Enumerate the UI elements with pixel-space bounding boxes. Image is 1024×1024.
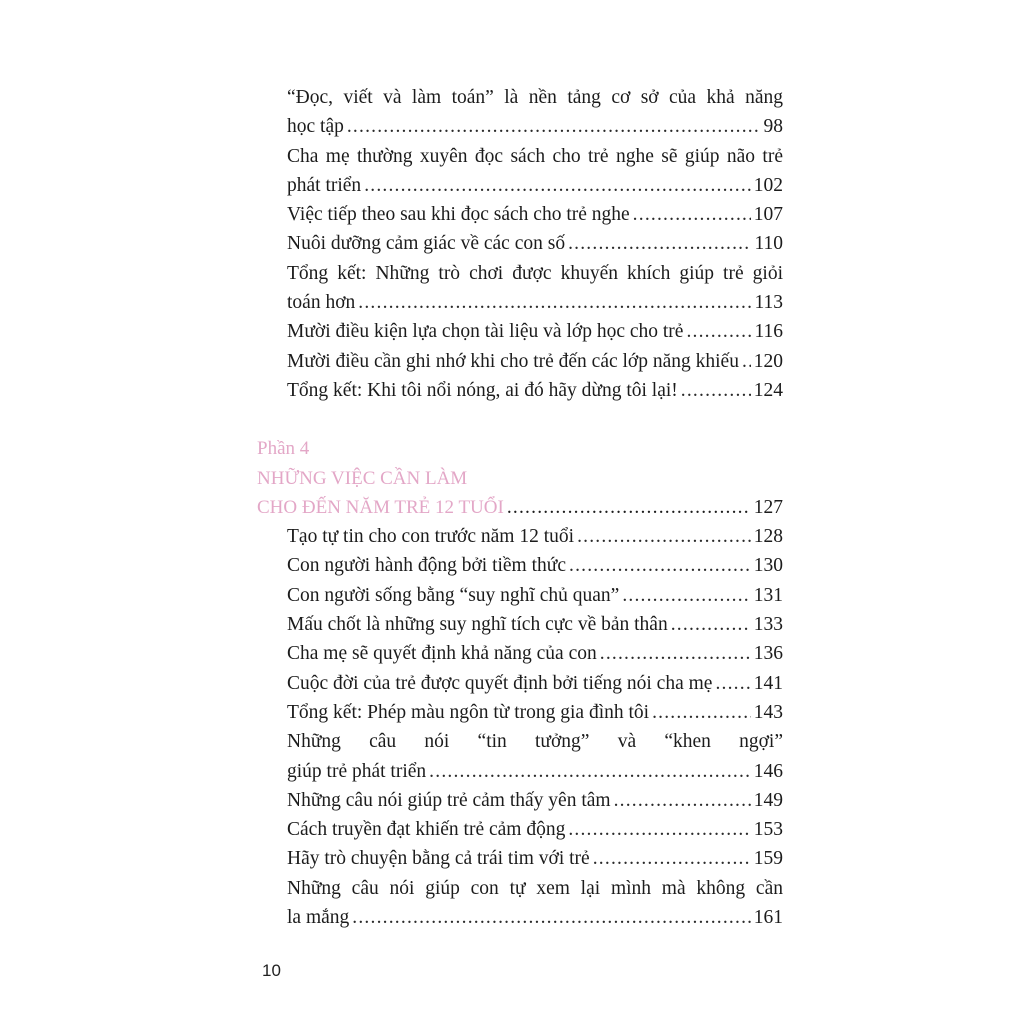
toc-entry[interactable] bbox=[287, 815, 783, 844]
toc-entry-title: học tập bbox=[287, 116, 344, 138]
dot-leader bbox=[681, 376, 751, 405]
dot-leader bbox=[622, 581, 750, 610]
toc-entry-title: Cuộc đời của trẻ được quyết định bởi tiếng nói cha mẹ bbox=[287, 672, 713, 694]
toc-entry[interactable] bbox=[287, 610, 783, 639]
dot-leader bbox=[652, 698, 751, 727]
toc-entry[interactable] bbox=[287, 874, 783, 933]
toc-entry-title: Con người sống bằng “suy nghĩ chủ quan” bbox=[287, 584, 620, 606]
toc-entry-line: Cha mẹ thường xuyên đọc sách cho trẻ nghe sẽ giúp não trẻ bbox=[287, 145, 783, 167]
toc-entry-line: Những câu nói giúp con tự xem lại mình mà không cần bbox=[287, 877, 783, 899]
dot-leader bbox=[429, 757, 751, 786]
part-heading bbox=[257, 434, 783, 522]
toc-entry-title: Cha mẹ sẽ quyết định khả năng của con bbox=[287, 643, 597, 665]
toc-entry-last-line bbox=[287, 200, 783, 229]
dot-leader bbox=[577, 522, 751, 551]
toc-entry-title: phát triển bbox=[287, 174, 362, 196]
toc-entry[interactable] bbox=[287, 786, 783, 815]
toc-entry[interactable] bbox=[287, 347, 783, 376]
toc-entry[interactable] bbox=[287, 581, 783, 610]
dot-leader bbox=[715, 669, 750, 698]
toc-entry-last-line bbox=[287, 786, 783, 815]
toc-page-number: 130 bbox=[753, 555, 783, 577]
dot-leader bbox=[358, 288, 751, 317]
toc-entry-last-line bbox=[287, 551, 783, 580]
toc-entry-last-line bbox=[287, 522, 783, 551]
part-title-line-2-text: CHO ĐẾN NĂM TRẺ 12 TUỔI bbox=[257, 496, 504, 518]
toc-entry[interactable] bbox=[287, 376, 783, 405]
toc-entry-last-line bbox=[287, 669, 783, 698]
toc-page-number: 113 bbox=[754, 292, 783, 314]
toc-entry-title: Nuôi dưỡng cảm giác về các con số bbox=[287, 233, 566, 255]
dot-leader bbox=[593, 844, 751, 873]
toc-entry-title: Cách truyền đạt khiến trẻ cảm động bbox=[287, 819, 566, 841]
toc-entry-title: Tổng kết: Khi tôi nổi nóng, ai đó hãy dừng tôi lại! bbox=[287, 379, 678, 401]
toc-entry-last-line bbox=[287, 757, 783, 786]
toc-entry[interactable] bbox=[287, 259, 783, 318]
toc-entry-last-line bbox=[287, 815, 783, 844]
toc-entry-title: Việc tiếp theo sau khi đọc sách cho trẻ nghe bbox=[287, 204, 630, 226]
toc-entry-last-line bbox=[287, 698, 783, 727]
dot-leader bbox=[507, 493, 751, 522]
toc-entry-last-line bbox=[287, 347, 783, 376]
toc-page-number: 124 bbox=[753, 379, 783, 401]
toc-group-part4 bbox=[287, 522, 783, 932]
part-title-line-2 bbox=[257, 493, 783, 522]
toc-entry-line: Tổng kết: Những trò chơi được khuyến khích giúp trẻ giỏi bbox=[287, 262, 783, 284]
toc-entry[interactable] bbox=[287, 844, 783, 873]
dot-leader bbox=[614, 786, 751, 815]
part-title-line-1: NHỮNG VIỆC CẦN LÀM bbox=[257, 467, 468, 489]
toc-entry[interactable] bbox=[287, 727, 783, 786]
toc-entry-title: Những câu nói giúp trẻ cảm thấy yên tâm bbox=[287, 789, 611, 811]
toc-entry-line: Những câu nói “tin tưởng” và “khen ngợi” bbox=[287, 731, 783, 753]
toc-group-part3-tail bbox=[287, 83, 783, 405]
toc-entry-title: giúp trẻ phát triển bbox=[287, 760, 427, 782]
toc-page-number: 161 bbox=[753, 907, 783, 929]
toc-entry-last-line bbox=[287, 171, 783, 200]
toc-entry-last-line bbox=[287, 903, 783, 932]
toc-entry[interactable] bbox=[287, 639, 783, 668]
toc-entry-last-line bbox=[287, 581, 783, 610]
dot-leader bbox=[347, 112, 761, 141]
toc-entry-last-line bbox=[287, 317, 783, 346]
dot-leader bbox=[569, 551, 751, 580]
table-of-contents bbox=[257, 83, 783, 932]
toc-page-number: 116 bbox=[754, 321, 783, 343]
part-page-number: 127 bbox=[753, 496, 783, 518]
toc-page-number: 98 bbox=[763, 116, 783, 138]
dot-leader bbox=[568, 229, 751, 258]
toc-entry[interactable] bbox=[287, 551, 783, 580]
toc-entry-last-line bbox=[287, 610, 783, 639]
toc-entry[interactable] bbox=[287, 142, 783, 201]
toc-entry-title: la mắng bbox=[287, 907, 350, 929]
dot-leader bbox=[742, 347, 751, 376]
toc-page-number: 143 bbox=[753, 701, 783, 723]
toc-entry[interactable] bbox=[287, 698, 783, 727]
toc-entry-last-line bbox=[287, 639, 783, 668]
dot-leader bbox=[352, 903, 750, 932]
toc-entry[interactable] bbox=[287, 669, 783, 698]
dot-leader bbox=[568, 815, 750, 844]
toc-entry-last-line bbox=[287, 112, 783, 141]
toc-page-number: 159 bbox=[753, 848, 783, 870]
toc-entry-last-line bbox=[287, 288, 783, 317]
toc-entry-last-line bbox=[287, 229, 783, 258]
toc-page-number: 110 bbox=[754, 233, 783, 255]
dot-leader bbox=[686, 317, 751, 346]
toc-entry-last-line bbox=[287, 844, 783, 873]
toc-entry[interactable] bbox=[287, 83, 783, 142]
toc-page-number: 102 bbox=[753, 174, 783, 196]
toc-entry-title: Tạo tự tin cho con trước năm 12 tuổi bbox=[287, 526, 575, 548]
toc-entry-line: “Đọc, viết và làm toán” là nền tảng cơ sở của khả năng bbox=[287, 87, 783, 108]
toc-entry[interactable] bbox=[287, 317, 783, 346]
dot-leader bbox=[633, 200, 751, 229]
toc-entry[interactable] bbox=[287, 229, 783, 258]
toc-entry-title: Mười điều kiện lựa chọn tài liệu và lớp học cho trẻ bbox=[287, 321, 684, 343]
toc-page-number: 136 bbox=[753, 643, 783, 665]
toc-page-number: 133 bbox=[753, 614, 783, 636]
toc-entry-title: toán hơn bbox=[287, 292, 356, 314]
toc-entry[interactable] bbox=[287, 200, 783, 229]
dot-leader bbox=[600, 639, 751, 668]
toc-page-number: 149 bbox=[753, 789, 783, 811]
toc-entry-title: Tổng kết: Phép màu ngôn từ trong gia đình tôi bbox=[287, 701, 650, 723]
toc-page-number: 141 bbox=[753, 672, 783, 694]
toc-page-number: 146 bbox=[753, 760, 783, 782]
page-number-footer: 10 bbox=[262, 961, 281, 980]
dot-leader bbox=[364, 171, 751, 200]
toc-entry-title: Hãy trò chuyện bằng cả trái tim với trẻ bbox=[287, 848, 590, 870]
toc-entry-title: Mười điều cần ghi nhớ khi cho trẻ đến các lớp năng khiếu bbox=[287, 350, 739, 372]
toc-entry-title: Mấu chốt là những suy nghĩ tích cực về bản thân bbox=[287, 614, 668, 636]
part-label: Phần 4 bbox=[257, 438, 310, 460]
dot-leader bbox=[671, 610, 751, 639]
toc-page-number: 153 bbox=[753, 819, 783, 841]
toc-entry[interactable] bbox=[287, 522, 783, 551]
toc-entry-title: Con người hành động bởi tiềm thức bbox=[287, 555, 566, 577]
toc-page-number: 128 bbox=[753, 526, 783, 548]
toc-entry-last-line bbox=[287, 376, 783, 405]
toc-page-number: 107 bbox=[753, 204, 783, 226]
toc-page-number: 120 bbox=[753, 350, 783, 372]
toc-page-number: 131 bbox=[753, 584, 783, 606]
